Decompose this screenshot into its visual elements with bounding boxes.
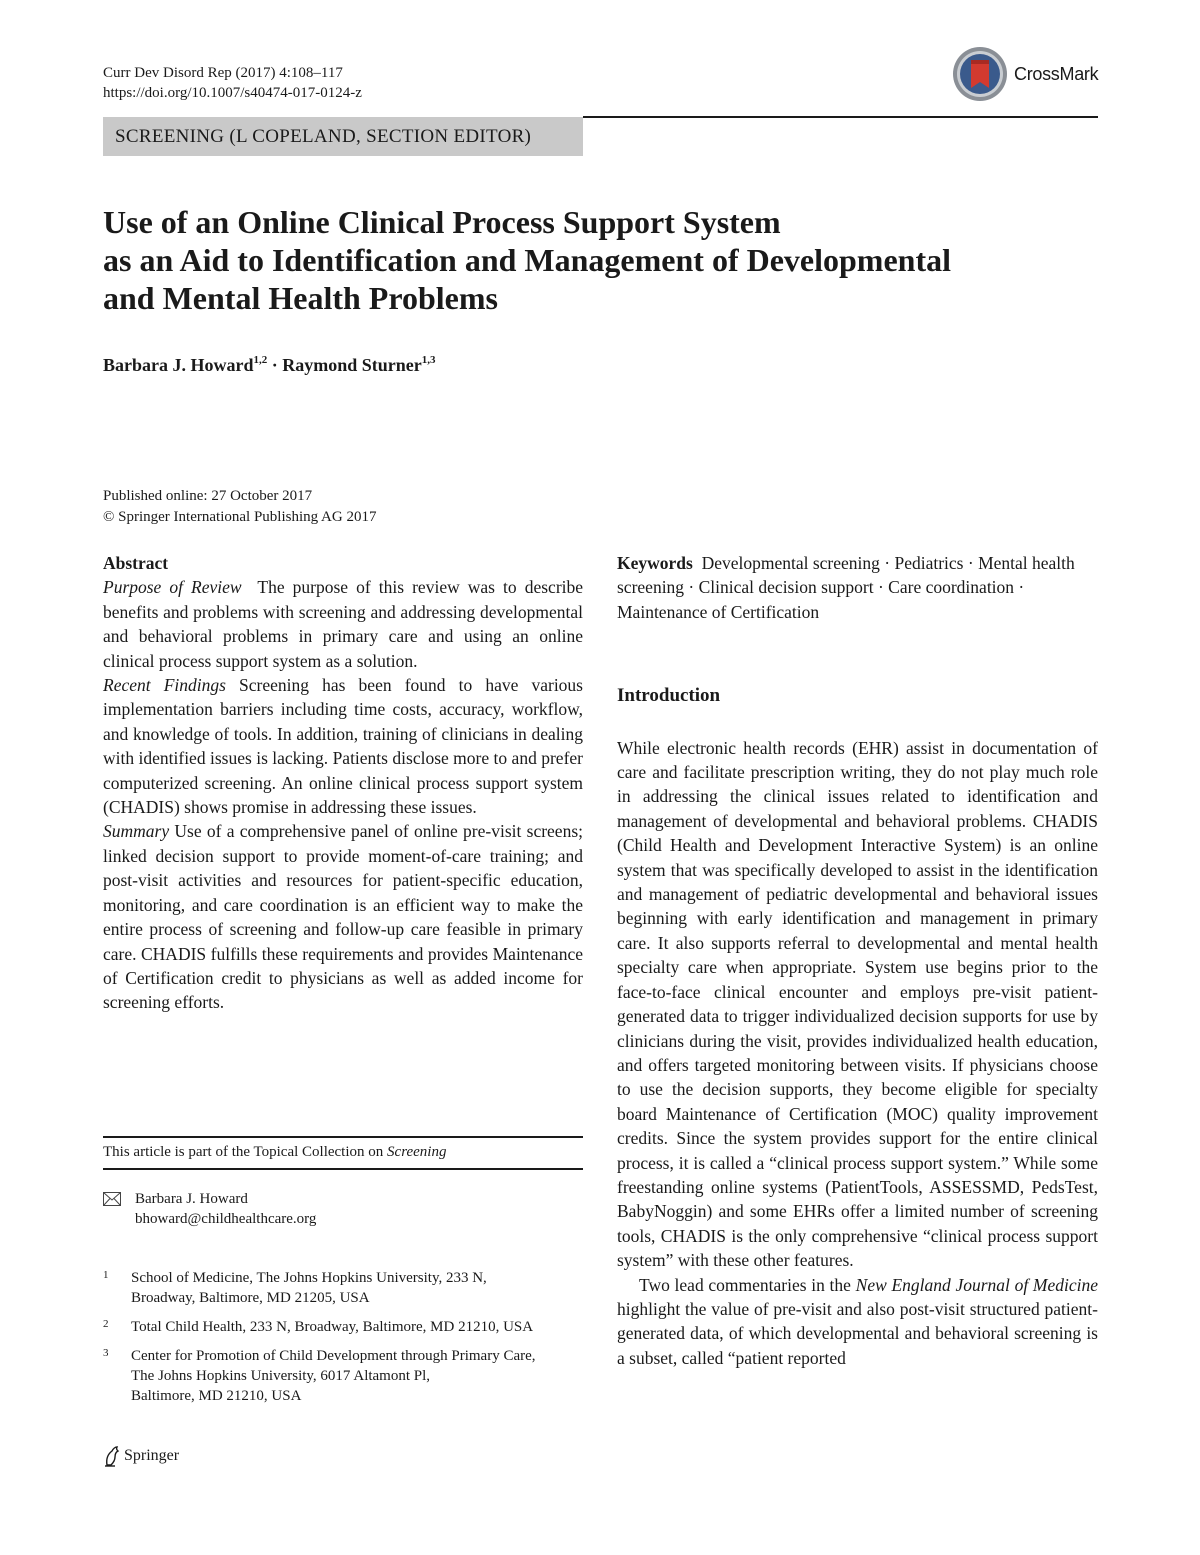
affiliations-list [103, 1268, 593, 1415]
affiliation-line: Baltimore, MD 21210, USA [131, 1388, 302, 1404]
abstract-section [103, 551, 583, 1015]
collection-rule-bottom [103, 1168, 583, 1170]
affiliation-line: Total Child Health, 233 N, Broadway, Baltimore, MD 21210, USA [131, 1319, 534, 1335]
affiliation-line: The Johns Hopkins University, 6017 Altamont Pl, [131, 1368, 431, 1384]
affiliation-item [103, 1317, 593, 1337]
correspondence-block [103, 1189, 316, 1229]
author-affiliation-ref: 1,3 [421, 354, 436, 366]
affiliation-line: Center for Promotion of Child Development through Primary Care, [131, 1348, 536, 1364]
findings-label: Recent Findings [103, 675, 226, 696]
abstract-heading: Abstract [103, 553, 169, 573]
collection-topic[interactable]: Screening [387, 1144, 447, 1160]
crossmark-badge[interactable] [952, 46, 1098, 102]
doi-link[interactable]: https://doi.org/10.1007/s40474-017-0124-z [103, 85, 362, 101]
affiliation-number: 1 [103, 1269, 109, 1281]
crossmark-icon [952, 46, 1008, 102]
correspondence-email[interactable]: bhoward@childhealthcare.org [135, 1211, 317, 1227]
author-name[interactable]: Raymond Sturner [282, 355, 422, 375]
springer-horse-icon [103, 1445, 121, 1467]
publisher-footer [103, 1445, 179, 1467]
introduction-paragraph [617, 1273, 1098, 1371]
findings-text: Screening has been found to have various implementation barriers including time costs, accuracy, workflow, and knowledge of tools. In addition, training of clinicians in dealing with identified issues is lacking. Patients disclose more to and prefer computerized screening. An online clinical process support system (CHADIS) shows promise in addressing these issues. [103, 675, 583, 818]
copyright-notice: © Springer International Publishing AG 2017 [103, 509, 377, 525]
keywords-label: Keywords [617, 553, 693, 573]
purpose-label: Purpose of Review [103, 577, 242, 598]
para-text: Two lead commentaries in the [639, 1274, 856, 1295]
purpose-text: The purpose of this review was to describe benefits and problems with screening and addressing developmental and behavioral problems in primary care and using an online clinical process support system as a solution. [103, 577, 584, 671]
keywords-block [617, 551, 1098, 624]
affiliation-item [103, 1346, 593, 1406]
summary-label: Summary [103, 821, 170, 842]
article-title [103, 203, 1103, 317]
author-affiliation-ref: 1,2 [253, 354, 268, 366]
envelope-icon [103, 1192, 121, 1206]
abstract-purpose [103, 575, 583, 673]
affiliation-item [103, 1268, 593, 1308]
header-rule [583, 116, 1098, 118]
affiliation-line: Broadway, Baltimore, MD 21205, USA [131, 1290, 370, 1306]
collection-text: This article is part of the Topical Collection on [103, 1144, 388, 1160]
publisher-name: Springer [124, 1447, 180, 1464]
section-label: SCREENING (L COPELAND, SECTION EDITOR) [103, 117, 583, 156]
journal-citation-block [103, 63, 362, 103]
collection-rule-top [103, 1136, 583, 1138]
published-date: Published online: 27 October 2017 [103, 488, 313, 504]
title-line: and Mental Health Problems [103, 280, 498, 316]
para-text: highlight the value of pre-visit and also post-visit structured patient-generated data, of which developmental and behavioral screening is a subset, called “patient reported [617, 1298, 1098, 1368]
publication-info [103, 486, 376, 528]
introduction-paragraph: While electronic health records (EHR) assist in documentation of care and facilitate prescription writing, they do not play much role in addressing the clinical issues related to identification and management of developmental and behavioral problems. CHADIS (Child Health and Development Interactive System) is an online system that was specifically developed to assist in the identification and management of pediatric developmental and behavioral issues beginning with early identification and management in primary care. It also supports referral to developmental and mental health specialty care when appropriate. System use begins prior to the face-to-face clinical encounter and employs pre-visit patient-generated data to trigger individualized decision supports for use by clinicians during the visit, provides individualized health education, and offers targeted monitoring between visits. If physicians choose to use the decision supports, they become eligible for specialty board Maintenance of Certification (MOC) quality improvement credits. Since the system provides support for the entire clinical process, it is called a “clinical process support system.” While some freestanding online systems (PatientTools, ASSESSMD, PedsTest, BabyNoggin) and some EHRs offer a limited number of screening tools, CHADIS is the only comprehensive “clinical process support system” with these other features. [617, 737, 1098, 1271]
crossmark-label: CrossMark [1014, 63, 1099, 84]
right-column [617, 551, 1098, 1370]
abstract-summary [103, 819, 583, 1014]
author-name[interactable]: Barbara J. Howard [103, 355, 254, 375]
title-line: as an Aid to Identification and Management of Developmental [103, 242, 951, 278]
affiliation-number: 2 [103, 1318, 109, 1330]
correspondence-name: Barbara J. Howard [135, 1191, 248, 1207]
title-line: Use of an Online Clinical Process Support System [103, 204, 781, 240]
journal-citation: Curr Dev Disord Rep (2017) 4:108–117 [103, 65, 343, 81]
author-separator: · [267, 355, 283, 375]
author-list [103, 348, 436, 377]
summary-text: Use of a comprehensive panel of online pre-visit screens; linked decision support to provide moment-of-care training; and post-visit activities and resources for patient-specific education, monitoring, and care coordination is an efficient way to make the entire process of screening and follow-up care feasible in primary care. CHADIS fulfills these requirements and provides Maintenance of Certification credit to physicians as well as added income for screening efforts. [103, 821, 584, 1013]
keywords-text: Developmental screening · Pediatrics · Mental health screening · Clinical decision support · Care coordination · Maintenance of Certification [617, 553, 1075, 622]
affiliation-number: 3 [103, 1347, 109, 1359]
journal-reference: New England Journal of Medicine [855, 1274, 1098, 1295]
topical-collection-note [103, 1142, 446, 1162]
abstract-findings [103, 673, 583, 819]
introduction-heading: Introduction [617, 685, 721, 707]
affiliation-line: School of Medicine, The Johns Hopkins University, 233 N, [131, 1270, 487, 1286]
